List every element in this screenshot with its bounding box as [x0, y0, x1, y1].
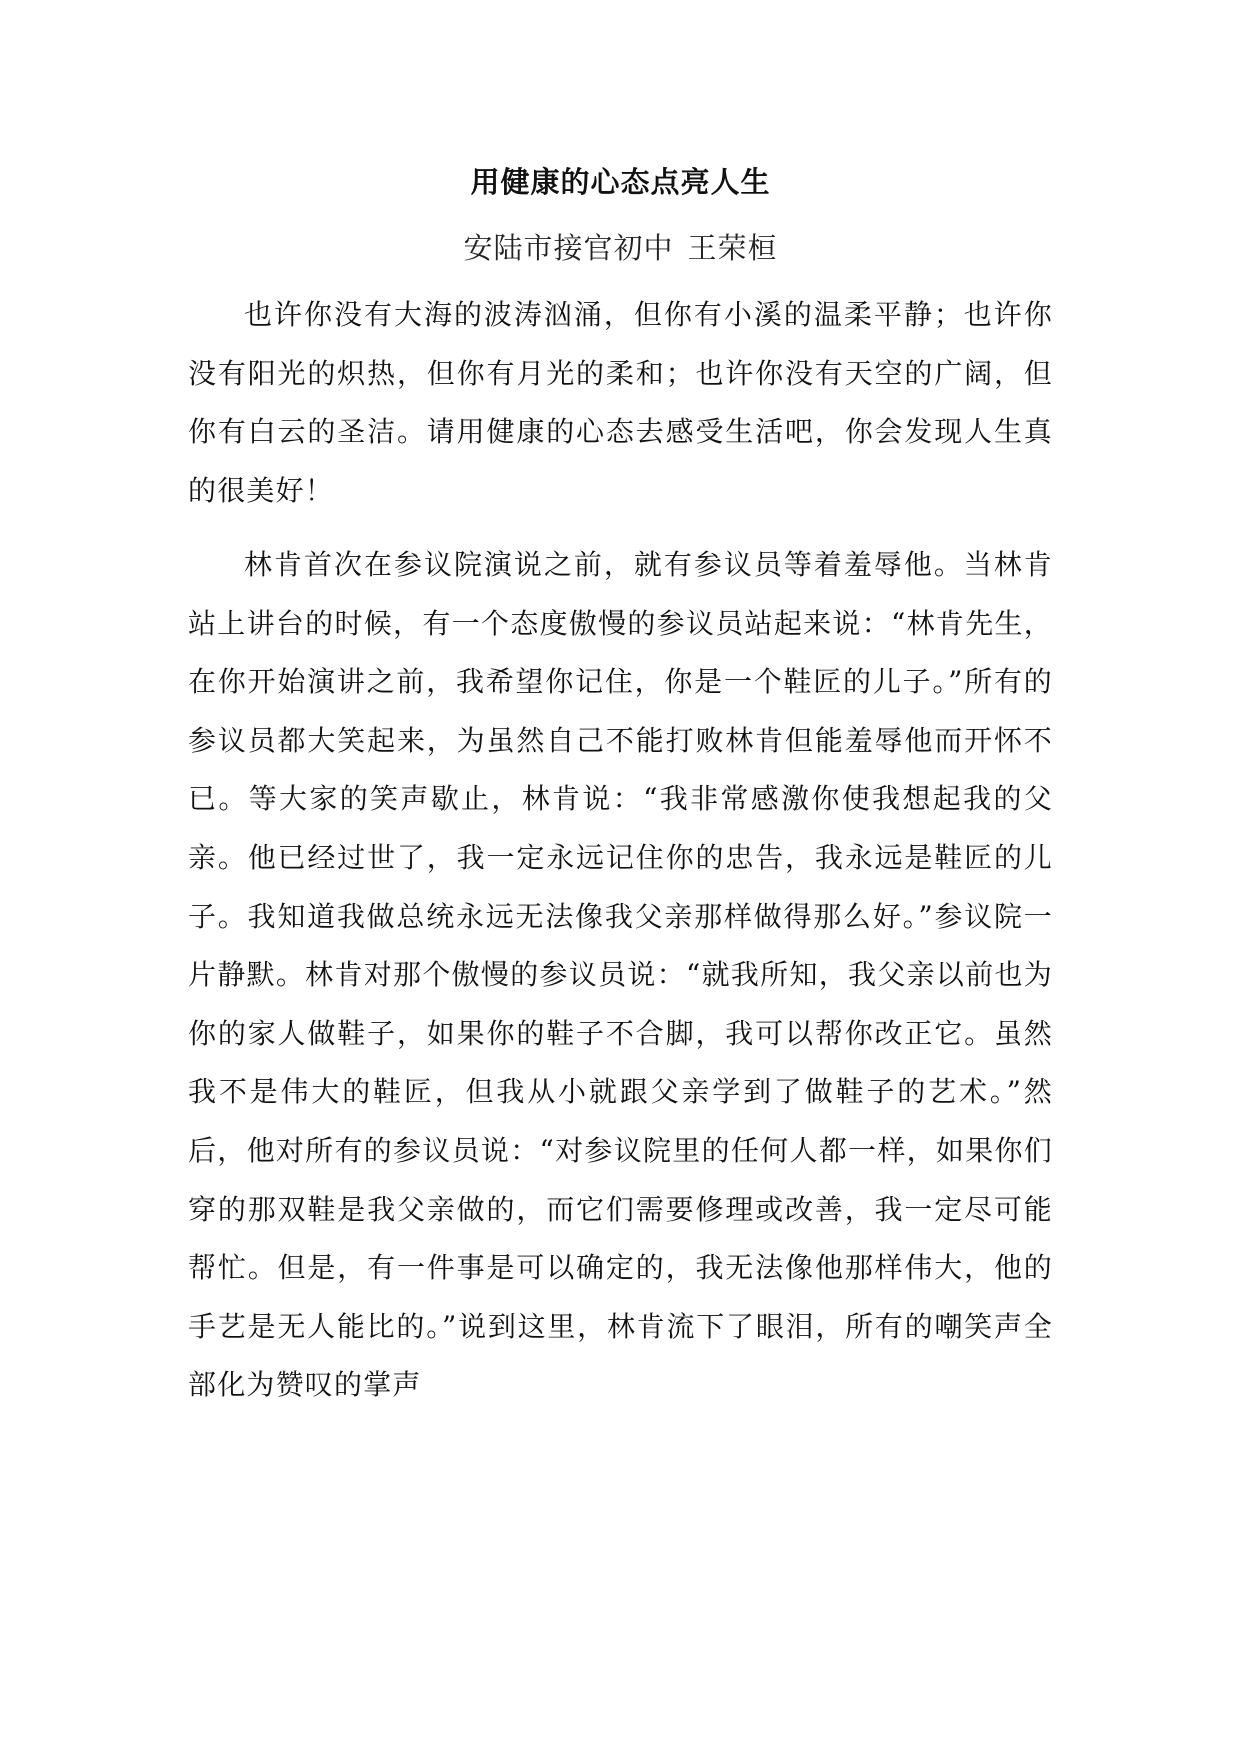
author-name: 王荣桓 [687, 231, 778, 265]
document-title: 用健康的心态点亮人生 [470, 165, 771, 199]
body-paragraph: 也许你没有大海的波涛汹涌，但你有小溪的温柔平静；也许你没有阳光的炽热，但你有月光的柔和；也许你没有天空的广阔，但你有白云的圣洁。请用健康的心态去感受生活吧，你会发现人生真的很美好！ [188, 298, 1053, 507]
body-paragraph: 林肯首次在参议院演说之前，就有参议员等着羞辱他。当林肯站上讲台的时候，有一个态度傲慢的参议员站起来说：“林肯先生，在你开始演讲之前，我希望你记住，你是一个鞋匠的儿子。”所有的参议员都大笑起来，为虽然自己不能打败林肯但能羞辱他而开怀不已。等大家的笑声歇止，林肯说：“我非常感激你使我想起我的父亲。他已经过世了，我一定永远记住你的忠告，我永远是鞋匠的儿子。我知道我做总统永远无法像我父亲那样做得那么好。”参议院一片静默。林肯对那个傲慢的参议员说：“就我所知，我父亲以前也为你的家人做鞋子，如果你的鞋子不合脚，我可以帮你改正它。虽然我不是伟大的鞋匠，但我从小就跟父亲学到了做鞋子的艺术。”然后，他对所有的参议员说：“对参议院里的任何人都一样，如果你们穿的那双鞋是我父亲做的，而它们需要修理或改善，我一定尽可能帮忙。但是，有一件事是可以确定的，我无法像他那样伟大，他的手艺是无人能比的。”说到这里，林肯流下了眼泪，所有的嘲笑声全部化为赞叹的掌声 [188, 548, 1053, 1402]
author-byline [0, 228, 1241, 268]
author-school: 安陆市接官初中 [463, 231, 674, 265]
